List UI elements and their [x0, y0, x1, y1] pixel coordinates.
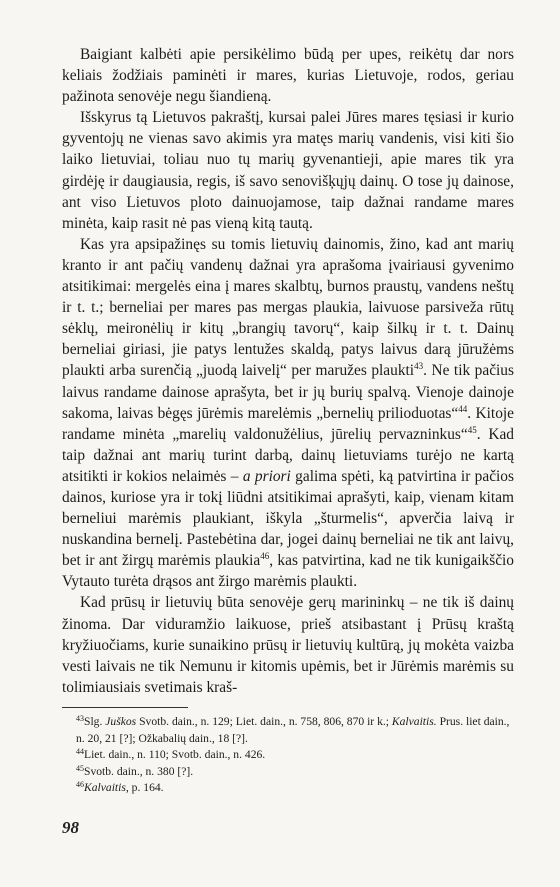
footnote-number: 45: [76, 763, 84, 773]
footnote-ref-46[interactable]: 46: [260, 551, 270, 562]
footnote-text: Liet. dain., n. 110; Svotb. dain., n. 426.: [84, 748, 266, 762]
footnote-number: 46: [76, 780, 84, 790]
footnote-45: [62, 764, 514, 781]
paragraph-3: [62, 234, 514, 593]
page-body: [62, 44, 514, 797]
paragraph-2: Išskyrus tą Lietuvos pakraštį, kursai palei Jūres mares tęsiasi ir kurio gyventojų ne vienas savo akimis yra matęs marių vandenis, visi kiti šio laiko lietuviai, toliau nuo tų marių gyvenantieji, apie mares tik yra girdėję ir daugiausia, regis, iš savo senovišķųjų dainų. O tose jų dainose, ant viso Lietuvos ploto dainuojamose, taip dažnai randame mares minėta, kaip rasit nė pas vieną kitą tautą.: [62, 109, 514, 232]
footnote-ref-43[interactable]: 43: [414, 361, 424, 372]
footnote-44: [62, 747, 514, 764]
paragraph-4: Kad prūsų ir lietuvių būta senovėje gerų marininkų – ne tik iš dainų žinoma. Dar viduramžio laikuose, prieš atsibastant į Prūsų kraštą kryžiuočiams, kurie sunaikino prūsų ir lietuvių kultūrą, jų mokėta vaizba vesti laivais ne tik Nemunu ir kitomis upėmis, bet ir Jūrėmis marėmis su tolimiausiais svetimais kraš-: [62, 594, 514, 696]
footnote-divider: [62, 707, 188, 708]
footnote-author: Juškos: [105, 714, 137, 728]
footnote-author: Kalvaitis.: [391, 714, 437, 728]
footnote-author: Kalvaitis: [84, 781, 126, 795]
footnote-ref-44[interactable]: 44: [458, 403, 468, 414]
paragraph-3-text-a: Kas yra apsipažinęs su tomis lietuvių dainomis, žino, kad ant marių kranto ir ant pačių vandenų dažnai yra aprašoma įvairiausi gyvenimo atsitikimai: mergelės eina į mares skalbtų, burnos praustų, vandens neštų ir t. t.; berneliai per mares pas mergas plaukia, laivuose parsiveža rūtų sėklų, meironėlių ir kitų „brangių tavorų“, kaip šilkų ir t. t. Dainų berneliai giriasi, jie patys lentužes skaldą, patys laivus darą jūružėms plaukti arba surenčią „juodą laivelį“ per maružes plaukti: [62, 235, 514, 380]
footnote-text: Prus. liet dain., n. 20, 21 [?]; Ožkabalių dain., 18 [?].: [76, 714, 510, 745]
footnote-text: Svotb. dain., n. 129; Liet. dain., n. 758, 806, 870 ir k.;: [136, 714, 392, 728]
paragraph-3-text-e: galima spėti, ką patvirtina ir pačios dainos, kuriose yra ir tokį liūdni atsitikimai aprašyti, kaip, vienam kitam berneliui marėmis plaukiant, iškyla „šturmelis“, apverčia laivą ir nuskandina bernelį. Pastebėtina dar, jogei dainų berneliai ne tik ant laivų, bet ir ant žirgų marėmis plaukia: [62, 467, 514, 570]
paragraph-3-text-c: . Kitoje randame minėta „marelių valdonužėlius, jūrelių pervazninkus“: [62, 404, 514, 443]
paragraph-3-text-b: . Ne tik pačius laivus randame dainose aprašyta, bet ir jų burių spalvą. Vienoje dainoje sakoma, laivas bėgęs jūrėmis marelėmis „bernelių prilioduotas“: [62, 362, 514, 422]
footnote-43: [62, 714, 514, 747]
footnote-number: 44: [76, 747, 84, 757]
footnote-ref-45[interactable]: 45: [467, 424, 477, 435]
footnote-text: Svotb. dain., n. 380 [?].: [84, 764, 194, 778]
footnote-text: , p. 164.: [125, 781, 164, 795]
footnote-text: Slg.: [84, 714, 106, 728]
paragraph-1: Baigiant kalbėti apie persikėlimo būdą per upes, reikėtų dar nors keliais žodžiais paminėti ir mares, kurias Lietuvoje, rodos, geriau pažinota senovėje negu šiandieną.: [62, 46, 514, 106]
latin-phrase: a priori: [242, 467, 291, 485]
footnote-46: [62, 780, 514, 797]
paragraph-3-text-f: , kas patvirtina, kad ne tik kunigaikščio Vytauto turėta drąsos ant žirgo marėmis plaukti.: [62, 552, 515, 591]
paragraph-3-text-d: . Kad taip dažnai ant marių turint darbą, dainų lietuviams turėjo ne kartą atsitikti ir kokios nelaimės –: [62, 425, 514, 485]
footnote-number: 43: [76, 713, 84, 723]
page-number: 98: [62, 818, 79, 837]
